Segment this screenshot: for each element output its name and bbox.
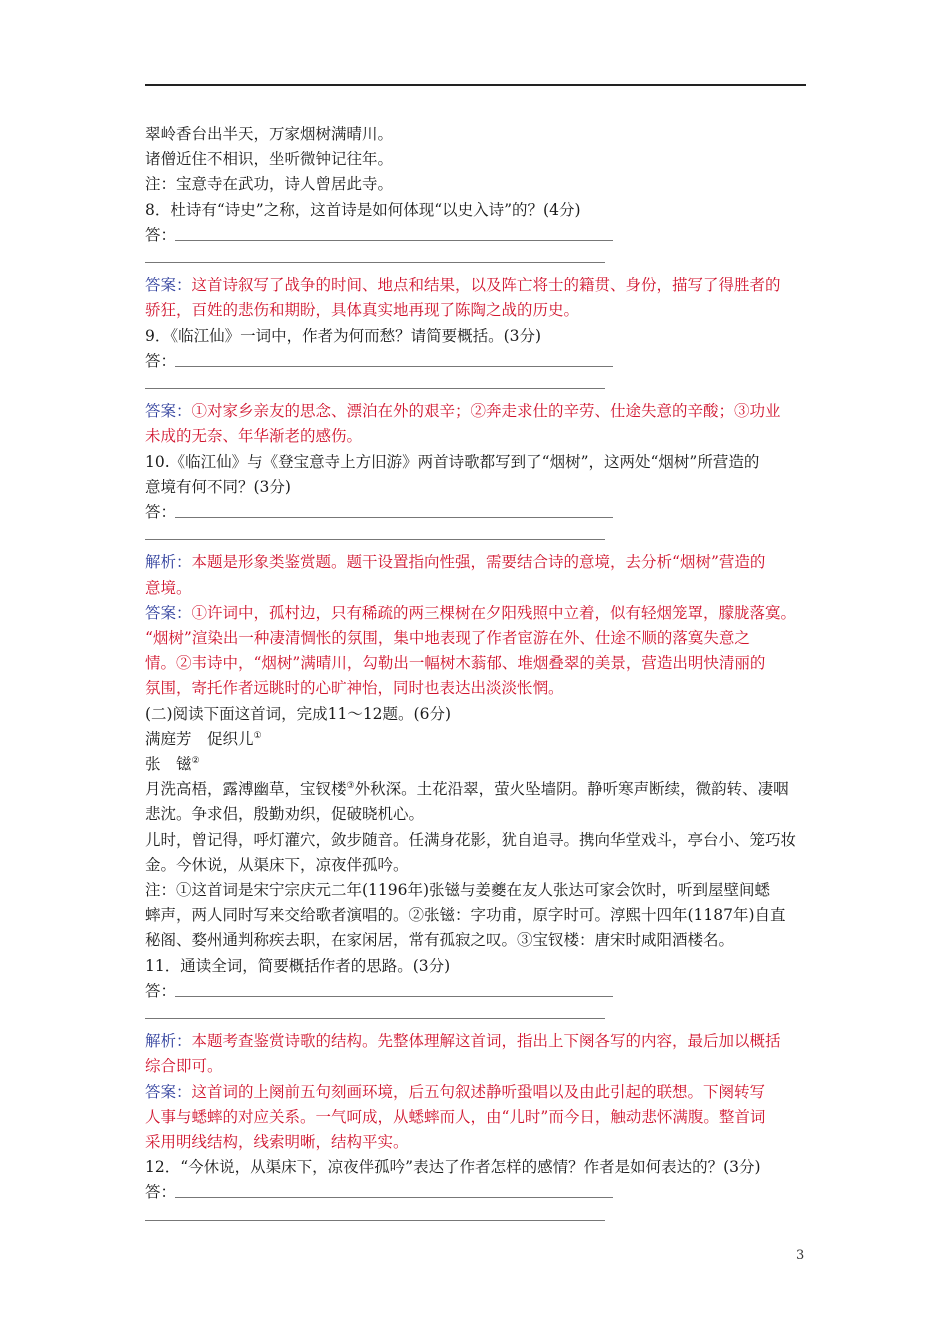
question-11: 11．通读全词，简要概括作者的思路。(3分) bbox=[145, 956, 451, 975]
answer-underline bbox=[175, 366, 613, 367]
answer-blank-q12 bbox=[145, 1180, 806, 1205]
answer-underline bbox=[175, 517, 613, 518]
page-number: 3 bbox=[796, 1248, 805, 1263]
analysis-q10 bbox=[145, 550, 806, 575]
answer-text: 这首词的上阕前五句刻画环境，后五句叙述静听蛩唱以及由此引起的联想。下阕转写 bbox=[191, 1082, 766, 1101]
poem-line: 诸僧近住不相识，坐听微钟记往年。 bbox=[145, 150, 394, 169]
analysis-text: 本题考查鉴赏诗歌的结构。先整体理解这首词，指出上下阕各写的内容，最后加以概括 bbox=[191, 1032, 781, 1051]
answer-blank-line bbox=[145, 374, 806, 399]
question-10-cont: 意境有何不同？(3分) bbox=[145, 477, 291, 496]
answer-q11 bbox=[145, 1080, 806, 1105]
analysis-label: 解析： bbox=[145, 553, 192, 572]
poem-stanza: 悲沈。争求侣，殷勤劝织，促破晓机心。 bbox=[145, 805, 425, 824]
answer-blank-line bbox=[145, 1206, 806, 1231]
answer-blank-q10 bbox=[145, 500, 806, 525]
answer-q9 bbox=[145, 399, 806, 424]
poem-notes: 秘阁、婺州通判称疾去职，在家闲居，常有孤寂之叹。③宝钗楼：唐宋时咸阳酒楼名。 bbox=[145, 931, 735, 950]
poem-title: 满庭芳 促织儿① bbox=[145, 729, 262, 748]
answer-blank-line bbox=[145, 1004, 806, 1029]
answer-text: ①许词中，孤村边，只有稀疏的两三棵树在夕阳残照中立着，似有轻烟笼罩，朦胧落寞。 bbox=[191, 603, 797, 622]
question-12: 12．“今休说，从渠床下，凉夜伴孤吟”表达了作者怎样的感情？作者是如何表达的？(3分) bbox=[145, 1158, 761, 1177]
answer-prompt: 答： bbox=[145, 351, 177, 370]
answer-prompt: 答： bbox=[145, 981, 177, 1000]
answer-text: 氛围，寄托作者远眺时的心旷神怡，同时也表达出淡淡怅惘。 bbox=[145, 679, 564, 698]
page-content bbox=[145, 122, 806, 1231]
answer-prompt: 答： bbox=[145, 1183, 177, 1202]
poem-stanza: 儿时，曾记得，呼灯灌穴，敛步随音。任满身花影，犹自追寻。携向华堂戏斗，亭台小、笼巧妆 bbox=[145, 830, 797, 849]
answer-text: 情。②韦诗中，“烟树”满晴川，勾勒出一幅树木蓊郁、堆烟叠翠的美景，营造出明快清丽的 bbox=[145, 654, 766, 673]
question-8: 8．杜诗有“诗史”之称，这首诗是如何体现“以史入诗”的？(4分) bbox=[145, 200, 581, 219]
header-rule bbox=[145, 84, 806, 86]
answer-blank-q11 bbox=[145, 979, 806, 1004]
poem-author: 张 镃② bbox=[145, 754, 200, 773]
answer-text: “烟树”渲染出一种凄清惆怅的氛围，集中地表现了作者宦游在外、仕途不顺的落寞失意之 bbox=[145, 628, 750, 647]
answer-label: 答案： bbox=[145, 1082, 192, 1101]
answer-text: 这首诗叙写了战争的时间、地点和结果，以及阵亡将士的籍贯、身份，描写了得胜者的 bbox=[191, 276, 781, 295]
answer-text: 采用明线结构，线索明晰，结构平实。 bbox=[145, 1133, 409, 1151]
footnote-marker: ③ bbox=[346, 781, 355, 792]
answer-q8 bbox=[145, 273, 806, 298]
analysis-text: 意境。 bbox=[145, 578, 192, 597]
answer-underline bbox=[175, 996, 613, 997]
answer-label: 答案： bbox=[145, 402, 192, 421]
answer-underline bbox=[175, 240, 613, 241]
analysis-text: 综合即可。 bbox=[145, 1057, 223, 1076]
analysis-text: 本题是形象类鉴赏题。题干设置指向性强，需要结合诗的意境，去分析“烟树”营造的 bbox=[191, 553, 766, 572]
section-heading: (二)阅读下面这首词，完成11～12题。(6分) bbox=[145, 704, 451, 723]
question-9: 9．《临江仙》一词中，作者为何而愁？请简要概括。(3分) bbox=[145, 326, 542, 345]
answer-blank-q9 bbox=[145, 349, 806, 374]
poem-note: 注：宝意寺在武功，诗人曾居此寺。 bbox=[145, 175, 394, 194]
answer-blank-line bbox=[145, 525, 806, 550]
answer-label: 答案： bbox=[145, 603, 192, 622]
poem-stanza: 月洗高梧，露溥幽草，宝钗楼③外秋深。土花沿翠，萤火坠墙阴。静听寒声断续，微韵转、凄咽 bbox=[145, 780, 789, 799]
answer-text: 人事与蟋蟀的对应关系。一气呵成，从蟋蟀而人，由“儿时”而今日，触动悲怀满腹。整首词 bbox=[145, 1107, 766, 1126]
poem-notes: 注：①这首词是宋宁宗庆元二年(1196年)张镃与姜夔在友人张达可家会饮时，听到屋壁间蟋 bbox=[145, 881, 771, 899]
poem-notes: 蟀声，两人同时写来交给歌者演唱的。②张镃：字功甫，原字时可。淳熙十四年(1187年)自直 bbox=[145, 906, 786, 925]
footnote-marker: ① bbox=[253, 730, 262, 741]
answer-underline bbox=[175, 1197, 613, 1198]
answer-text: 骄狂，百姓的悲伤和期盼，具体真实地再现了陈陶之战的历史。 bbox=[145, 301, 580, 320]
answer-blank-q8 bbox=[145, 223, 806, 248]
answer-blank-line bbox=[145, 248, 806, 273]
answer-prompt: 答： bbox=[145, 502, 177, 521]
footnote-marker: ② bbox=[191, 755, 200, 766]
answer-text: 未成的无奈、年华渐老的感伤。 bbox=[145, 427, 363, 446]
answer-q10 bbox=[145, 601, 806, 626]
answer-prompt: 答： bbox=[145, 225, 177, 244]
answer-text: ①对家乡亲友的思念、漂泊在外的艰辛；②奔走求仕的辛劳、仕途失意的辛酸；③功业 bbox=[191, 402, 781, 421]
question-10: 10.《临江仙》与《登宝意寺上方旧游》两首诗歌都写到了“烟树”，这两处“烟树”所营造的 bbox=[145, 452, 760, 471]
answer-label: 答案： bbox=[145, 276, 192, 295]
analysis-label: 解析： bbox=[145, 1032, 192, 1051]
poem-stanza: 金。今休说，从渠床下，凉夜伴孤吟。 bbox=[145, 855, 409, 874]
analysis-q11 bbox=[145, 1029, 806, 1054]
poem-line: 翠岭香台出半天，万家烟树满晴川。 bbox=[145, 125, 394, 143]
